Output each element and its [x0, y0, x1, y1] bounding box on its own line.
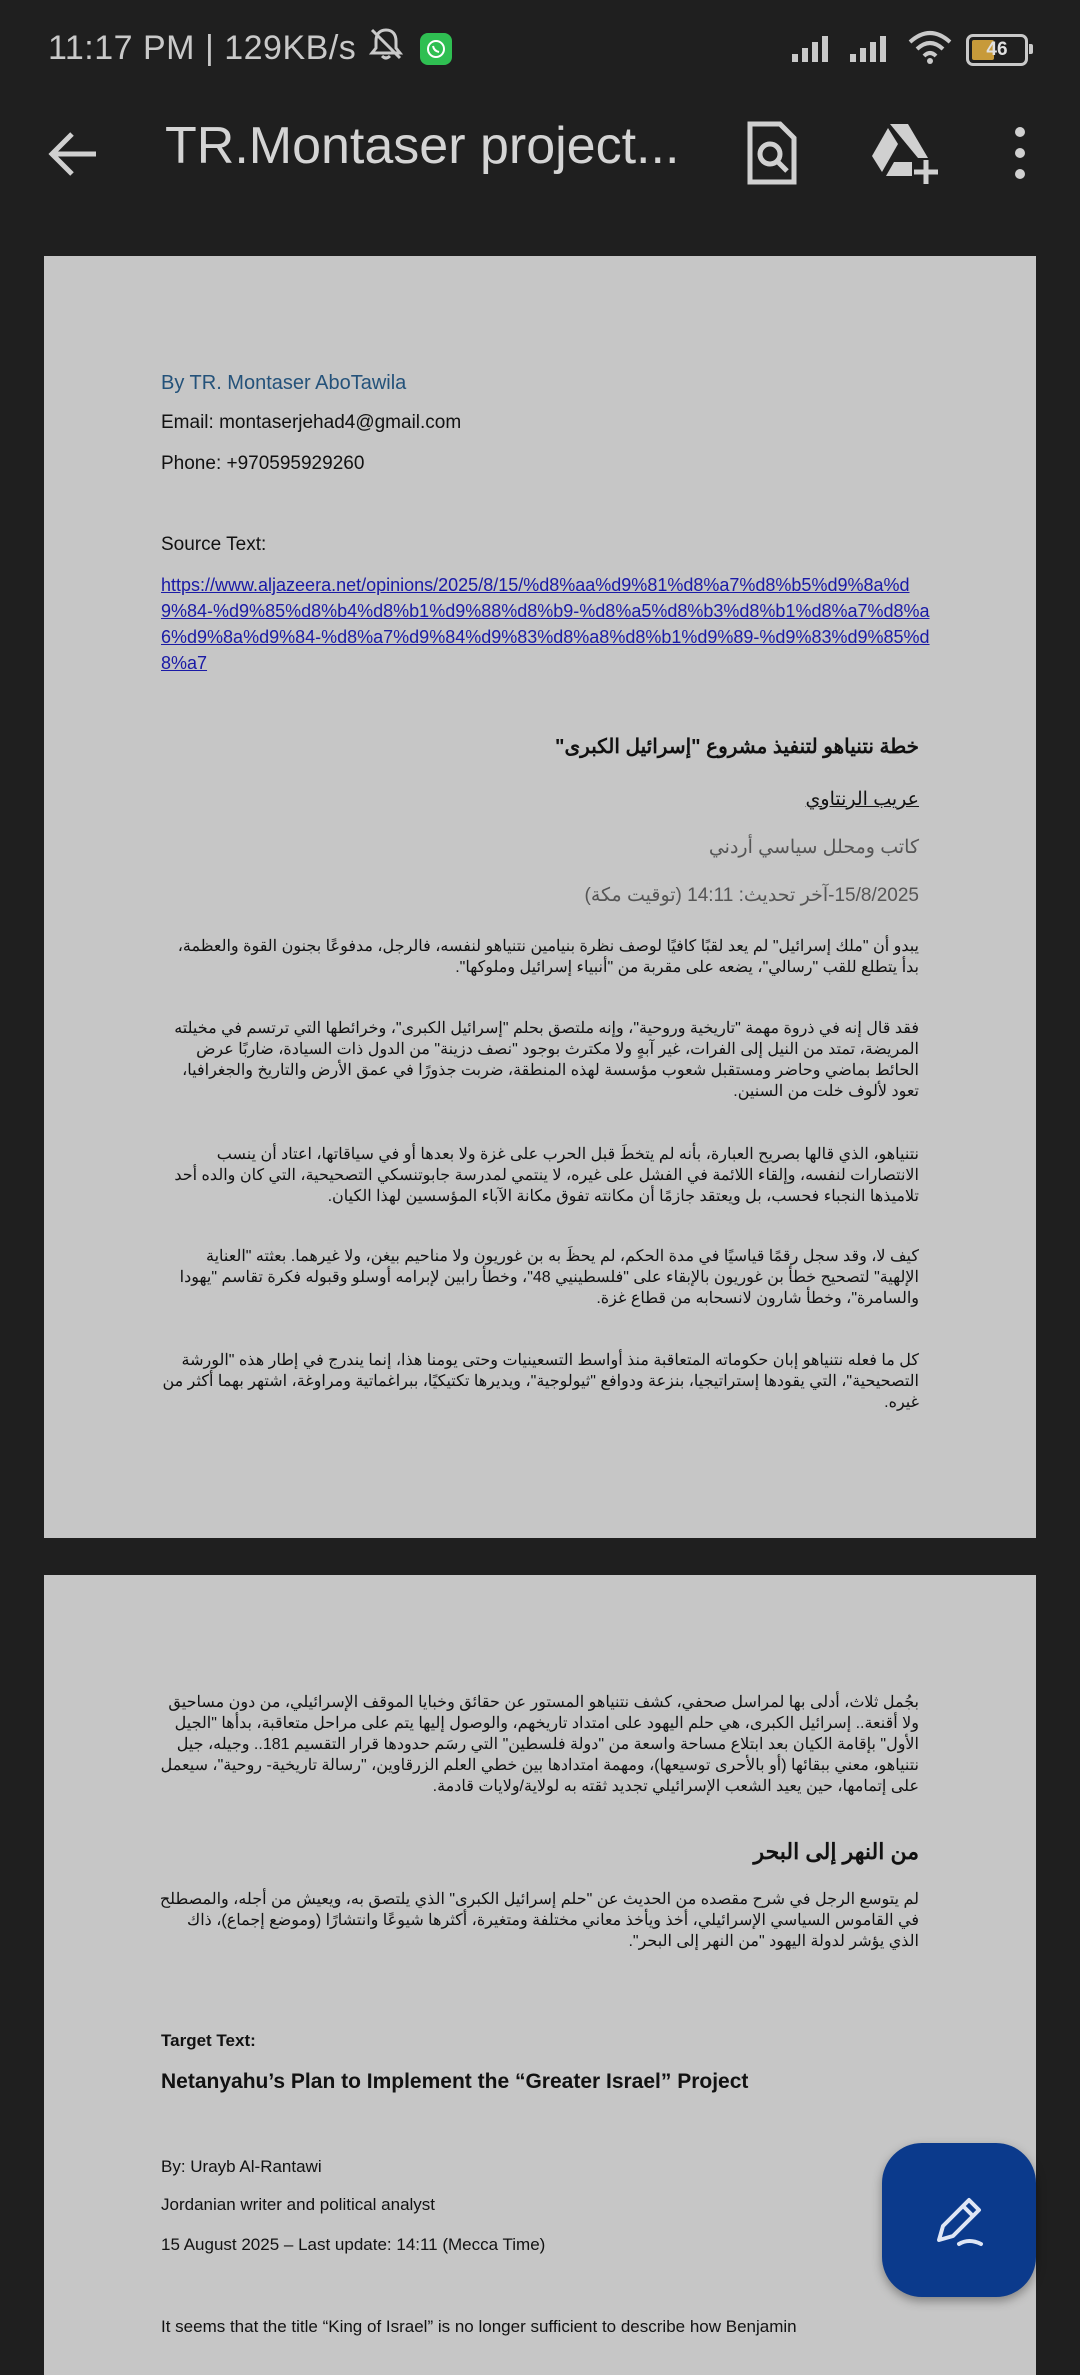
phone-line: Phone: +970595929260	[161, 453, 365, 474]
status-bar	[0, 0, 1080, 100]
document-page-1[interactable]	[44, 256, 1036, 1538]
add-to-drive-button[interactable]	[868, 120, 940, 186]
whatsapp-icon	[420, 33, 452, 65]
arabic-author: عريب الرنتاوي	[805, 789, 919, 810]
email-line: Email: montaserjehad4@gmail.com	[161, 412, 462, 433]
back-arrow-icon	[44, 122, 108, 186]
arabic-heading: من النهر إلى البحر	[753, 1839, 919, 1864]
status-time-speed: 11:17 PM | 129KB/s	[48, 29, 357, 67]
source-label: Source Text:	[161, 534, 267, 555]
arabic-author-role: كاتب ومحلل سياسي أردني	[708, 837, 919, 858]
wifi-icon	[908, 30, 952, 69]
document-title: TR.Montaser project...	[165, 117, 680, 175]
target-title: Netanyahu’s Plan to Implement the “Greater Israel” Project	[161, 2070, 749, 2093]
edit-pen-icon	[929, 2190, 989, 2250]
arabic-date: 15/8/2025-آخر تحديث: 14:11 (توقيت مكة)	[584, 885, 919, 906]
arabic-paragraph: يبدو أن "ملك إسرائيل" لم يعد لقبًا كافيًا لوصف نظرة بنيامين نتنياهو لنفسه، فالرجل، مدفوعًا بجنون القوة والعظمة، بدأ يتطلع للقب "رسالي"، يضعه على مقربة من "أنبياء إسرائيل وملوكها".	[177, 938, 919, 976]
arabic-paragraph: نتنياهو، الذي قالها بصريح العبارة، بأنه لم يتخطَ قبل الحرب على غزة ولا بعدها أو في سياقاتها، اعتاد أن ينسب الانتصارات لنفسه، وإلقاء اللائمة في الفشل على غيره، لا ينتمي لمدرسة جابوتنسكي التصحيحية، التي كان والده أحد تلاميذها النجباء فحسب، بل ويعتقد جازمًا أن مكانته تفوق مكانة الآباء المؤسسين لهذا الكيان.	[174, 1146, 919, 1205]
target-first-line: It seems that the title “King of Israel” is no longer sufficient to describe how Benjamin	[161, 2317, 797, 2336]
arabic-title: خطة نتنياهو لتنفيذ مشروع "إسرائيل الكبرى"	[555, 736, 919, 758]
status-left	[48, 26, 452, 71]
arabic-paragraph: كيف لا، وقد سجل رقمًا قياسيًا في مدة الحكم، لم يحظَ به بن غوريون ولا مناحيم بيغن، ولا غيرهما. بعثته "العناية الإلهية" لتصحيح خطأ بن غوريون بالإبقاء على "فلسطينيي 48"، وخطأ رابين لإبرامه أوسلو وقبوله فكرة تقاسم "يهودا والسامرة"، وخطأ شارون لانسحابه من قطاع غزة.	[179, 1248, 919, 1307]
arabic-paragraph: لم يتوسع الرجل في شرح مقصده من الحديث عن "حلم إسرائيل الكبرى" الذي يلتصق به، ويعيش من أجله، والمصطلح في القاموس السياسي الإسرائيلي، أخذ ويأخذ معاني مختلفة ومتغيرة، أكثرها شيوعًا وانتشارًا (وموضع إجماع)، ذاك الذي يؤشر لدولة اليهود "من النهر إلى البحر".	[159, 1891, 919, 1950]
target-author-role: Jordanian writer and political analyst	[161, 2195, 436, 2214]
signal-icon	[792, 32, 836, 67]
more-vert-icon	[1000, 120, 1040, 186]
edit-fab-button[interactable]	[882, 2143, 1036, 2297]
back-button[interactable]	[44, 122, 108, 186]
battery-level: 46	[986, 38, 1008, 60]
mute-icon	[366, 26, 406, 71]
app-bar	[0, 100, 1080, 210]
arabic-paragraph: كل ما فعله نتنياهو إبان حكوماته المتعاقبة منذ أواسط التسعينيات وحتى يومنا هذا، إنما يندرج في إطار هذه "الورشة التصحيحية"، التي يقودها إستراتيجيا، بنزعة ودوافع "ثيولوجية"، ويديرها تكتيكيًا، ببراغماتية ومراوغة، اشتهر بهما أكثر من غيره.	[162, 1352, 919, 1411]
find-in-document-button[interactable]	[740, 118, 804, 188]
status-right	[792, 30, 1028, 69]
find-in-page-icon	[740, 118, 804, 188]
signal-2-icon	[850, 32, 894, 67]
arabic-paragraph: بجُمل ثلاث، أدلى بها لمراسل صحفي، كشف نتنياهو المستور عن حقائق وخبايا الموقف الإسرائيلي، من دون مساحيق ولا أقنعة.. إسرائيل الكبرى، هي حلم اليهود على امتداد تاريخهم، والوصول إليها يتم على مراحل متعاقبة، بدأها "الجيل الأول" بإقامة الكيان بعد ابتلاع مساحة واسعة من "دولة فلسطين" التي رسَم حدودها قرار التقسيم 181.. وجيله، جيل نتنياهو، معني ببقائها (أو بالأحرى توسيعها)، ومهمة امتدادها بين خطي العلم الزرقاوين، "رسالة تاريخية- روحية"، سيعمل على إتمامها، حين يعيد الشعب الإسرائيلي تجديد ثقته به لولاية/ولايات قادمة.	[160, 1694, 919, 1795]
battery-icon	[966, 34, 1028, 66]
more-options-button[interactable]	[1000, 120, 1040, 186]
source-link[interactable]: https://www.aljazeera.net/opinions/2025/8/15/%d8%aa%d9%81%d8%a7%d8%b5%d9%8a%d9%84-%d9%85%d8%b4%d8%b1%d9%88%d8%b9-%d8%a5%d8%b3%d8%b1%d8%a7%d8%a6%d9%8a%d9%84-%d8%a7%d9%84%d9%83%d8%a8%d8%b1%d9%89-%d9%83%d9%85%d8%a7	[161, 575, 930, 673]
target-text-label: Target Text:	[161, 2031, 256, 2050]
target-byline: By: Urayb Al-Rantawi	[161, 2157, 322, 2176]
target-date: 15 August 2025 – Last update: 14:11 (Mecca Time)	[161, 2235, 546, 2254]
author-line: By TR. Montaser AboTawila	[161, 372, 407, 394]
arabic-paragraph: فقد قال إنه في ذروة مهمة "تاريخية وروحية"، وإنه ملتصق بحلم "إسرائيل الكبرى"، وخرائطها التي ترتسم في مخيلته المريضة، تمتد من النيل إلى الفرات، غير آبهٍ ولا مكترث بوجود "نصف دزينة" من الدول ذات السيادة، ضاربًا عرض الحائط بماضي وحاضر ومستقبل شعوب مؤسسة لهذه المنطقة، ضربت جذورًا في عمق الأرض والتاريخ والجغرافيا، تعود لألوف خلت من السنين.	[174, 1020, 919, 1100]
add-to-drive-icon	[868, 120, 940, 186]
